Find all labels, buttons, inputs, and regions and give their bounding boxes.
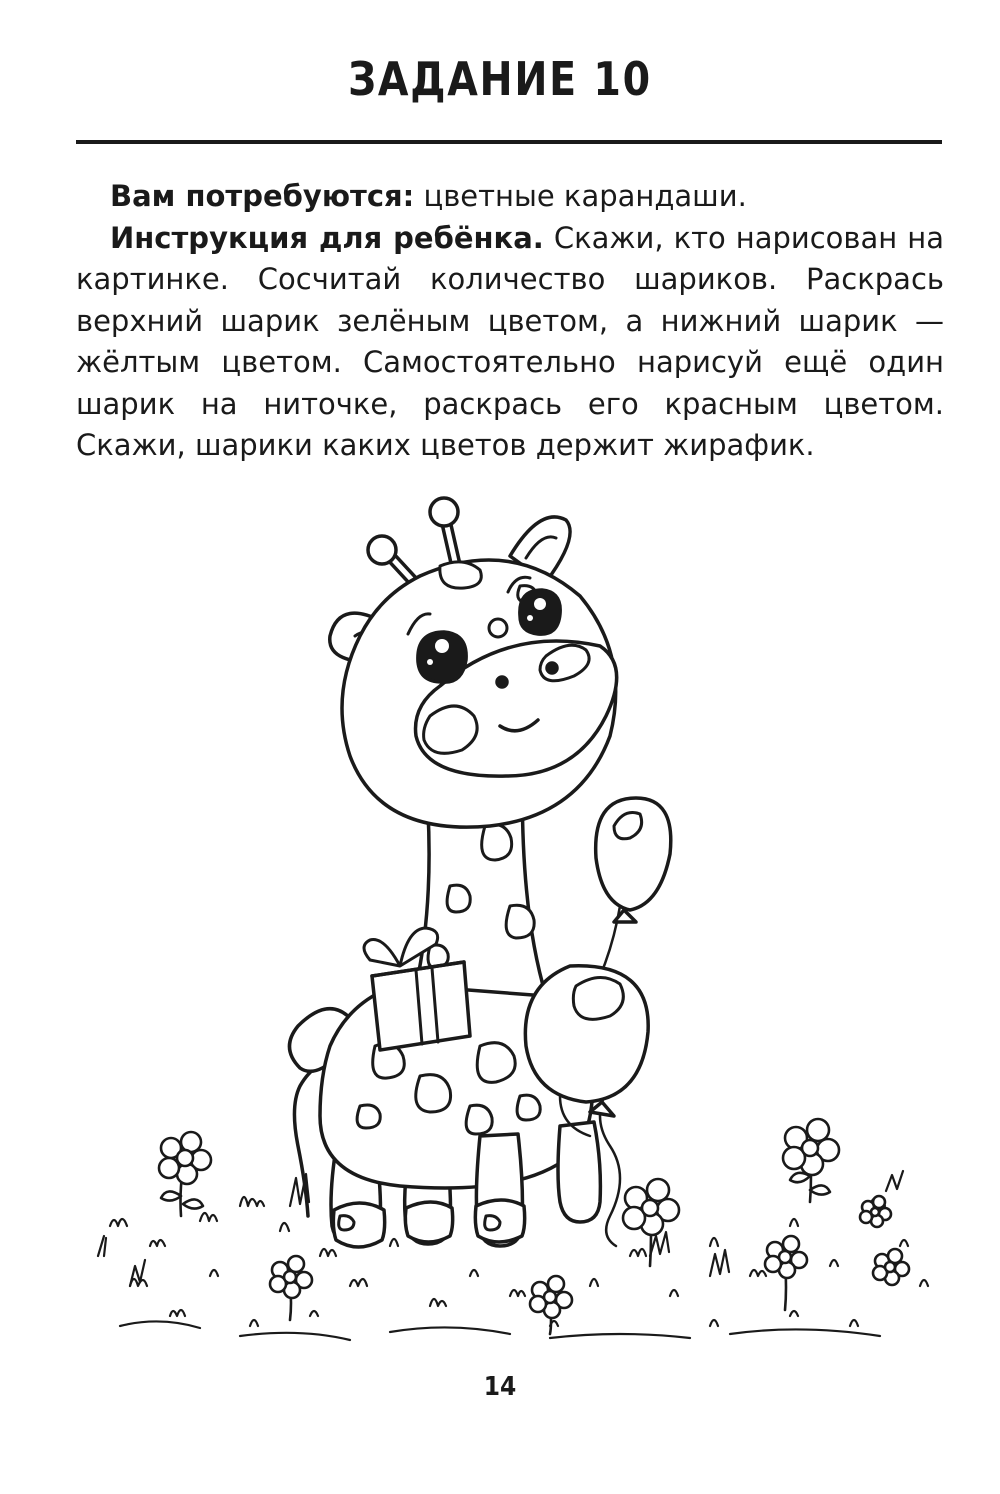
materials-label: Вам потребуются: — [110, 179, 415, 213]
page-number: 14 — [483, 1372, 517, 1402]
materials-text: цветные карандаши. — [414, 179, 747, 213]
materials-paragraph — [76, 176, 944, 218]
page-title: ЗАДАНИЕ 10 — [348, 52, 652, 106]
giraffe-head — [330, 498, 617, 827]
instruction-label: Инструкция для ребёнка. — [110, 220, 544, 255]
task-text — [76, 176, 944, 467]
instruction-paragraph — [76, 218, 944, 467]
giraffe-illustration — [90, 486, 950, 1366]
instruction-text: Скажи, кто нарисован на картинке. Сосчитай количество шариков. Раскрась верхний шарик зелёным цветом, а нижний шарик — жёлтым цветом. Самостоятельно нарисуй ещё один шарик на ниточке, раскрась его красным цветом. Скажи, шарики каких цветов держит жирафик. — [76, 220, 944, 462]
title-divider — [76, 140, 942, 144]
